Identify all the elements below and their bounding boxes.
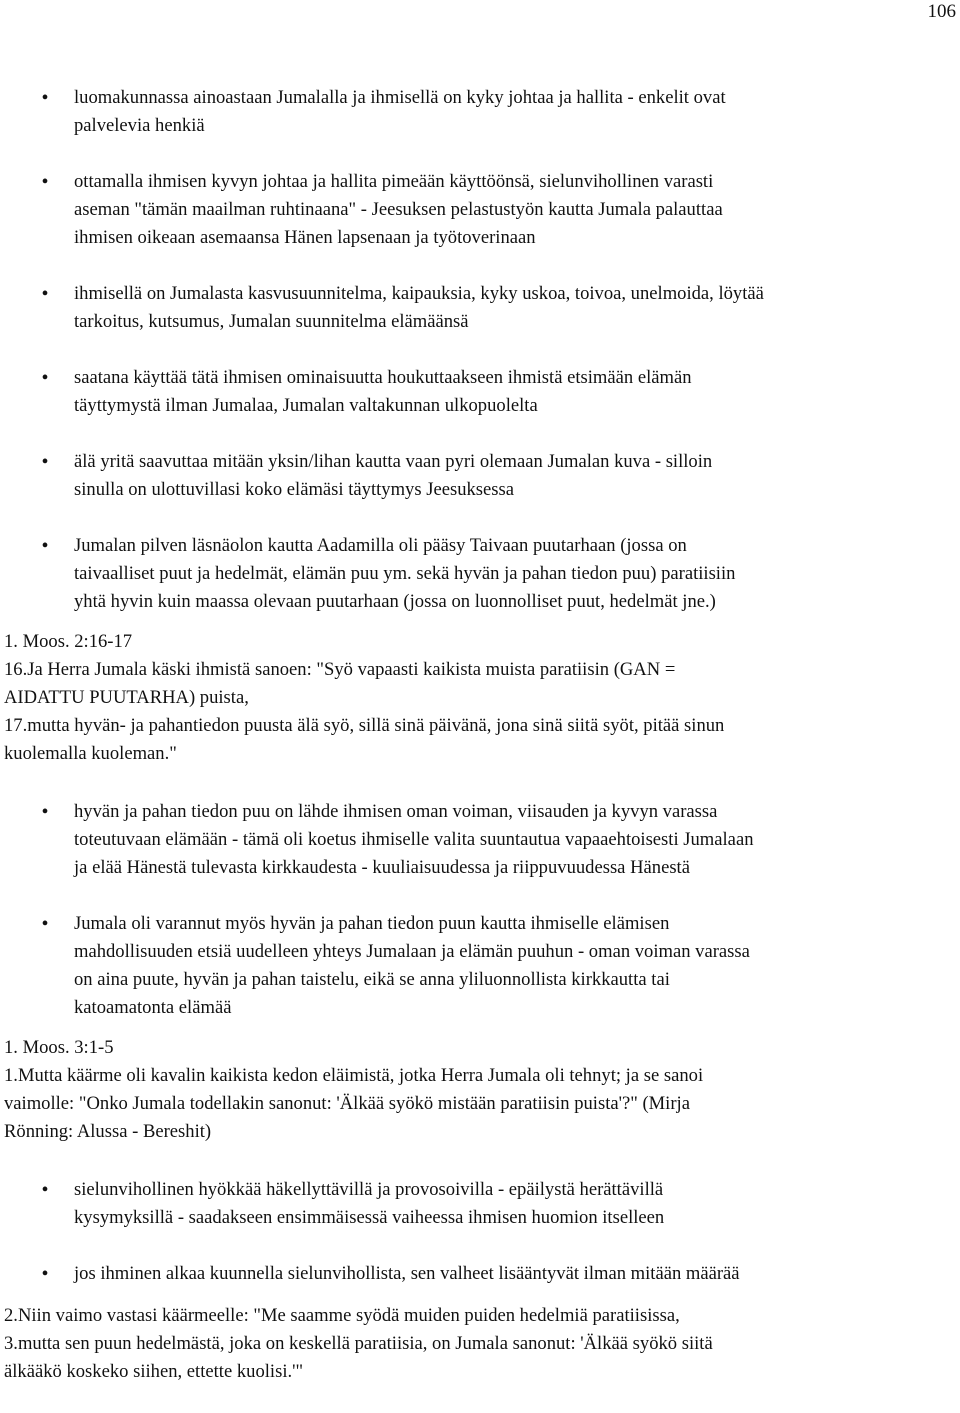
page-number: 106 bbox=[927, 1, 956, 22]
bullet-icon: • bbox=[41, 913, 49, 935]
bullet-line: luomakunnassa ainoastaan Jumalalla ja ihmisellä on kyky johtaa ja hallita - enkelit ovat bbox=[74, 87, 726, 108]
bullet-icon: • bbox=[41, 171, 49, 193]
bullet-line: toteutuvaan elämään - tämä oli koetus ihmiselle valita suuntautua vapaaehtoisesti Jumalaan bbox=[74, 829, 754, 850]
bullet-item bbox=[4, 364, 958, 420]
scripture-line: 16.Ja Herra Jumala käski ihmistä sanoen: "Syö vapaasti kaikista muista paratiisin (GAN = bbox=[4, 659, 676, 680]
bullet-icon: • bbox=[41, 451, 49, 473]
bullet-line: täyttymystä ilman Jumalaa, Jumalan valtakunnan ulkopuolelta bbox=[74, 395, 538, 416]
bullet-line: on aina puute, hyvän ja pahan taistelu, eikä se anna yliluonnollista kirkkautta tai bbox=[74, 969, 670, 990]
bullet-line: jos ihminen alkaa kuunnella sielunvihollista, sen valheet lisääntyvät ilman mitään määrää bbox=[74, 1263, 740, 1284]
bullet-line: Jumala oli varannut myös hyvän ja pahan tiedon puun kautta ihmiselle elämisen bbox=[74, 913, 670, 934]
bullet-line: ja elää Hänestä tulevasta kirkkaudesta - kuuliaisuudessa ja riippuvuudessa Hänestä bbox=[74, 857, 690, 878]
scripture-line: 1.Mutta käärme oli kavalin kaikista kedon eläimistä, jotka Herra Jumala oli tehnyt; ja se sanoi bbox=[4, 1065, 704, 1086]
bullet-line: mahdollisuuden etsiä uudelleen yhteys Jumalaan ja elämän puuhun - oman voiman varassa bbox=[74, 941, 750, 962]
bullet-icon: • bbox=[41, 1263, 49, 1285]
bullet-item bbox=[4, 448, 958, 504]
bullet-line: sinulla on ulottuvillasi koko elämäsi täyttymys Jeesuksessa bbox=[74, 479, 515, 500]
bullet-line: älä yritä saavuttaa mitään yksin/lihan kautta vaan pyri olemaan Jumalan kuva - silloin bbox=[74, 451, 713, 472]
bullet-icon: • bbox=[41, 367, 49, 389]
scripture-passage bbox=[4, 1302, 958, 1386]
scripture-reference: 1. Moos. 3:1-5 bbox=[4, 1037, 114, 1058]
bullet-line: hyvän ja pahan tiedon puu on lähde ihmisen oman voiman, viisauden ja kyvyn varassa bbox=[74, 801, 718, 822]
bullet-line: ihmisen oikeaan asemaansa Hänen lapsenaan ja työtoverinaan bbox=[74, 227, 536, 248]
bullet-item bbox=[4, 532, 958, 616]
bullet-item bbox=[4, 1260, 958, 1288]
bullet-line: Jumalan pilven läsnäolon kautta Aadamilla oli pääsy Taivaan puutarhaan (jossa on bbox=[74, 535, 687, 556]
bullet-item bbox=[4, 84, 958, 140]
bullet-line: palvelevia henkiä bbox=[74, 115, 205, 136]
bullet-line: sielunvihollinen hyökkää häkellyttävillä ja provosoivilla - epäilystä herättävillä bbox=[74, 1179, 664, 1200]
bullet-icon: • bbox=[41, 87, 49, 109]
bullet-line: saatana käyttää tätä ihmisen ominaisuutta houkuttaakseen ihmistä etsimään elämän bbox=[74, 367, 692, 388]
document-body bbox=[4, 84, 958, 1386]
bullet-item bbox=[4, 1176, 958, 1232]
bullet-icon: • bbox=[41, 283, 49, 305]
scripture-line: 3.mutta sen puun hedelmästä, joka on keskellä paratiisia, on Jumala sanonut: 'Älkää syökö siitä bbox=[4, 1333, 713, 1354]
scripture-passage bbox=[4, 628, 958, 768]
bullet-icon: • bbox=[41, 535, 49, 557]
scripture-line: älkääkö koskeko siihen, ettette kuolisi.'" bbox=[4, 1361, 304, 1382]
bullet-item bbox=[4, 168, 958, 252]
scripture-reference: 1. Moos. 2:16-17 bbox=[4, 631, 133, 652]
bullet-line: ottamalla ihmisen kyvyn johtaa ja hallita pimeään käyttöönsä, sielunvihollinen varasti bbox=[74, 171, 714, 192]
scripture-line: 17.mutta hyvän- ja pahantiedon puusta älä syö, sillä sinä päivänä, jona sinä siitä syöt, pitää sinun bbox=[4, 715, 725, 736]
bullet-line: aseman "tämän maailman ruhtinaana" - Jeesuksen pelastustyön kautta Jumala palauttaa bbox=[74, 199, 723, 220]
scripture-line: 2.Niin vaimo vastasi käärmeelle: "Me saamme syödä muiden puiden hedelmiä paratiisissa, bbox=[4, 1305, 680, 1326]
bullet-line: taivaalliset puut ja hedelmät, elämän puu ym. sekä hyvän ja pahan tiedon puu) paratiisiin bbox=[74, 563, 736, 584]
bullet-line: kysymyksillä - saadakseen ensimmäisessä vaiheessa ihmisen huomion itselleen bbox=[74, 1207, 665, 1228]
bullet-item bbox=[4, 798, 958, 882]
bullet-line: yhtä hyvin kuin maassa olevaan puutarhaan (jossa on luonnolliset puut, hedelmät jne.) bbox=[74, 591, 716, 612]
bullet-item bbox=[4, 280, 958, 336]
bullet-line: tarkoitus, kutsumus, Jumalan suunnitelma elämäänsä bbox=[74, 311, 469, 332]
bullet-line: ihmisellä on Jumalasta kasvusuunnitelma, kaipauksia, kyky uskoa, toivoa, unelmoida, löytää bbox=[74, 283, 764, 304]
bullet-line: katoamatonta elämää bbox=[74, 997, 232, 1018]
bullet-item bbox=[4, 910, 958, 1022]
bullet-icon: • bbox=[41, 1179, 49, 1201]
scripture-line: kuolemalla kuoleman." bbox=[4, 743, 177, 764]
scripture-line: Rönning: Alussa - Bereshit) bbox=[4, 1121, 212, 1142]
bullet-icon: • bbox=[41, 801, 49, 823]
scripture-line: AIDATTU PUUTARHA) puista, bbox=[4, 687, 249, 708]
scripture-line: vaimolle: "Onko Jumala todellakin sanonut: 'Älkää syökö mistään paratiisin puista'?" (Mirja bbox=[4, 1093, 690, 1114]
scripture-passage bbox=[4, 1034, 958, 1146]
